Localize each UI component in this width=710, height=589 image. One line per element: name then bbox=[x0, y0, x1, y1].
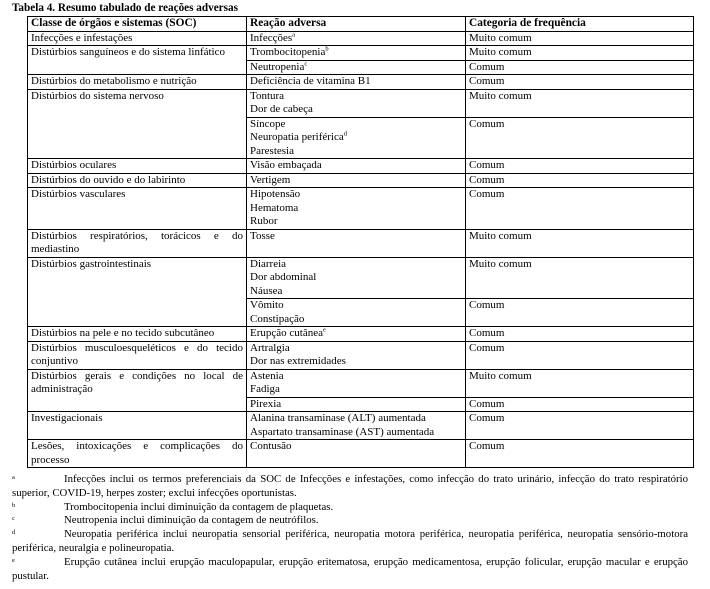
reaction-text: Hematoma bbox=[250, 201, 299, 214]
reaction-item bbox=[250, 61, 462, 75]
reaction-cell bbox=[247, 299, 466, 327]
reaction-item bbox=[250, 258, 462, 272]
frequency-cell: Comum bbox=[466, 117, 694, 159]
reaction-item bbox=[250, 188, 462, 202]
footnote-ref: c bbox=[304, 59, 308, 67]
frequency-cell: Comum bbox=[466, 412, 694, 440]
table-row bbox=[28, 75, 694, 90]
table-row bbox=[28, 229, 694, 257]
soc-cell: Distúrbios vasculares bbox=[28, 188, 247, 230]
footnote-text: Neuropatia periférica inclui neuropatia sensorial periférica, neuropatia motora periférica, neuropatia periférica, neuropatia sensório-motora periférica, neuralgia e polineuropatia. bbox=[12, 528, 688, 554]
reaction-cell bbox=[247, 188, 466, 230]
soc-cell: Distúrbios gastrointestinais bbox=[28, 257, 247, 327]
table-row bbox=[28, 257, 694, 299]
reaction-text: Artralgia bbox=[250, 341, 290, 354]
reaction-cell bbox=[247, 159, 466, 174]
frequency-cell: Muito comum bbox=[466, 89, 694, 117]
reaction-item bbox=[250, 174, 462, 188]
reaction-text: Hipotensão bbox=[250, 188, 301, 200]
table-row bbox=[28, 412, 694, 440]
frequency-cell: Comum bbox=[466, 299, 694, 327]
frequency-cell: Muito comum bbox=[466, 46, 694, 61]
footnote-marker: b bbox=[12, 501, 16, 509]
reaction-cell bbox=[247, 46, 466, 61]
footnote-text: Trombocitopenia inclui diminuição da contagem de plaquetas. bbox=[64, 500, 334, 513]
frequency-cell: Muito comum bbox=[466, 369, 694, 397]
reaction-cell bbox=[247, 440, 466, 468]
reaction-text: Infecções bbox=[250, 31, 293, 44]
reaction-text: Parestesia bbox=[250, 144, 294, 157]
reaction-item bbox=[250, 202, 462, 216]
reaction-item bbox=[250, 32, 462, 46]
soc-cell: Infecções e infestações bbox=[28, 31, 247, 46]
footnote bbox=[12, 473, 688, 501]
soc-cell: Distúrbios oculares bbox=[28, 159, 247, 174]
footnotes bbox=[12, 473, 688, 583]
frequency-cell: Comum bbox=[466, 440, 694, 468]
reaction-item bbox=[250, 90, 462, 104]
footnote-ref: b bbox=[325, 45, 329, 53]
table-row bbox=[28, 46, 694, 61]
reaction-item bbox=[250, 271, 462, 285]
reaction-text: Astenia bbox=[250, 369, 284, 382]
reaction-item bbox=[250, 426, 462, 440]
frequency-cell: Comum bbox=[466, 188, 694, 230]
reaction-item bbox=[250, 230, 462, 244]
reaction-item bbox=[250, 46, 462, 60]
footnote-text: Infecções inclui os termos preferenciais da SOC de Infecções e infestações, como infecção do trato urinário, infecção do trato respiratório superior, COVID-19, herpes zoster; exclui infecções oportunistas. bbox=[12, 473, 688, 499]
frequency-cell: Comum bbox=[466, 397, 694, 412]
reaction-item bbox=[250, 370, 462, 384]
reaction-item bbox=[250, 285, 462, 299]
footnote-text: Erupção cutânea inclui erupção maculopapular, erupção eritematosa, erupção medicamentosa, erupção folicular, erupção macular e erupção pustular. bbox=[12, 555, 688, 582]
reaction-cell bbox=[247, 229, 466, 257]
reaction-cell bbox=[247, 257, 466, 299]
reaction-item bbox=[250, 75, 462, 89]
frequency-cell: Muito comum bbox=[466, 257, 694, 299]
reaction-item bbox=[250, 313, 462, 327]
frequency-cell: Comum bbox=[466, 75, 694, 90]
reaction-item bbox=[250, 412, 462, 426]
reaction-text: Erupção cutânea bbox=[250, 327, 323, 339]
footnote bbox=[12, 528, 688, 556]
footnote-text: Neutropenia inclui diminuição da contagem de neutrófilos. bbox=[64, 514, 319, 527]
reaction-text: Náusea bbox=[250, 284, 283, 297]
soc-cell: Distúrbios musculoesqueléticos e do tecido conjuntivo bbox=[28, 341, 247, 369]
reaction-cell bbox=[247, 117, 466, 159]
soc-cell: Distúrbios na pele e no tecido subcutâneo bbox=[28, 327, 247, 342]
reaction-text: Síncope bbox=[250, 117, 286, 130]
soc-cell: Distúrbios sanguíneos e do sistema linfático bbox=[28, 46, 247, 75]
frequency-cell: Comum bbox=[466, 327, 694, 342]
footnote-marker: a bbox=[12, 474, 15, 481]
reaction-text: Alanina transaminase (ALT) aumentada bbox=[250, 412, 426, 424]
footnote-marker: c bbox=[12, 515, 15, 523]
reaction-text: Fadiga bbox=[250, 383, 280, 395]
reaction-text: Trombocitopenia bbox=[250, 46, 326, 58]
frequency-cell: Muito comum bbox=[466, 31, 694, 46]
header-frequency: Categoria de frequência bbox=[466, 17, 694, 32]
reaction-cell bbox=[247, 412, 466, 440]
table-body bbox=[28, 31, 694, 468]
table-title: Tabela 4. Resumo tabulado de reações adversas bbox=[12, 2, 238, 14]
reaction-text: Pirexia bbox=[250, 397, 282, 410]
reaction-cell bbox=[247, 60, 466, 75]
footnote bbox=[12, 556, 688, 584]
reaction-item bbox=[250, 159, 462, 173]
soc-cell: Distúrbios do ouvido e do labirinto bbox=[28, 173, 247, 188]
reaction-cell bbox=[247, 341, 466, 369]
table-row bbox=[28, 341, 694, 369]
reaction-text: Diarreia bbox=[250, 257, 287, 270]
reaction-cell bbox=[247, 89, 466, 117]
reaction-item bbox=[250, 145, 462, 159]
table-row bbox=[28, 369, 694, 397]
reaction-text: Tontura bbox=[250, 89, 285, 102]
footnote bbox=[12, 514, 688, 528]
reaction-item bbox=[250, 215, 462, 229]
reaction-text: Dor nas extremidades bbox=[250, 355, 346, 367]
reaction-item bbox=[250, 327, 462, 341]
footnote-marker: d bbox=[12, 529, 16, 537]
reaction-text: Tosse bbox=[250, 229, 275, 242]
header-reaction: Reação adversa bbox=[247, 17, 466, 32]
table-row bbox=[28, 159, 694, 174]
reaction-cell bbox=[247, 327, 466, 342]
soc-cell: Distúrbios gerais e condições no local de administração bbox=[28, 369, 247, 412]
footnote-ref: a bbox=[292, 30, 296, 38]
frequency-cell: Comum bbox=[466, 159, 694, 174]
reaction-item bbox=[250, 383, 462, 397]
soc-cell: Lesões, intoxicações e complicações do processo bbox=[28, 440, 247, 468]
reaction-item bbox=[250, 355, 462, 369]
frequency-cell: Muito comum bbox=[466, 229, 694, 257]
footnote-ref: e bbox=[322, 326, 326, 334]
reaction-item bbox=[250, 103, 462, 117]
reaction-cell bbox=[247, 397, 466, 412]
reaction-item bbox=[250, 440, 462, 454]
soc-cell: Distúrbios respiratórios, torácicos e do mediastino bbox=[28, 229, 247, 257]
reaction-cell bbox=[247, 369, 466, 397]
footnote-marker: e bbox=[12, 556, 15, 564]
reaction-text: Vômito bbox=[250, 299, 284, 311]
table-row bbox=[28, 89, 694, 117]
reaction-text: Contusão bbox=[250, 440, 292, 452]
reaction-text: Visão embaçada bbox=[250, 159, 322, 171]
reaction-item bbox=[250, 118, 462, 132]
table-row bbox=[28, 31, 694, 46]
reaction-text: Neutropenia bbox=[250, 60, 305, 73]
reaction-item bbox=[250, 131, 462, 145]
reaction-text: Rubor bbox=[250, 215, 278, 227]
reaction-text: Deficiência de vitamina B1 bbox=[250, 75, 371, 87]
frequency-cell: Comum bbox=[466, 341, 694, 369]
reaction-cell bbox=[247, 31, 466, 46]
soc-cell: Investigacionais bbox=[28, 412, 247, 440]
frequency-cell: Comum bbox=[466, 173, 694, 188]
table-row bbox=[28, 188, 694, 230]
table-row bbox=[28, 173, 694, 188]
reaction-item bbox=[250, 398, 462, 412]
footnote-ref: d bbox=[343, 130, 347, 138]
reaction-text: Constipação bbox=[250, 312, 305, 325]
adverse-reactions-table bbox=[27, 16, 694, 468]
reaction-text: Dor de cabeça bbox=[250, 103, 313, 115]
reaction-text: Vertigem bbox=[250, 173, 291, 186]
reaction-text: Dor abdominal bbox=[250, 271, 317, 283]
reaction-item bbox=[250, 299, 462, 313]
reaction-text: Neuropatia periférica bbox=[250, 131, 344, 143]
frequency-cell: Comum bbox=[466, 60, 694, 75]
reaction-item bbox=[250, 342, 462, 356]
soc-cell: Distúrbios do sistema nervoso bbox=[28, 89, 247, 159]
footnote bbox=[12, 501, 688, 515]
table-row bbox=[28, 440, 694, 468]
table-row bbox=[28, 327, 694, 342]
reaction-cell bbox=[247, 75, 466, 90]
header-soc: Classe de órgãos e sistemas (SOC) bbox=[28, 17, 247, 32]
table-header-row bbox=[28, 17, 694, 32]
soc-cell: Distúrbios do metabolismo e nutrição bbox=[28, 75, 247, 90]
reaction-cell bbox=[247, 173, 466, 188]
reaction-text: Aspartato transaminase (AST) aumentada bbox=[250, 425, 435, 438]
